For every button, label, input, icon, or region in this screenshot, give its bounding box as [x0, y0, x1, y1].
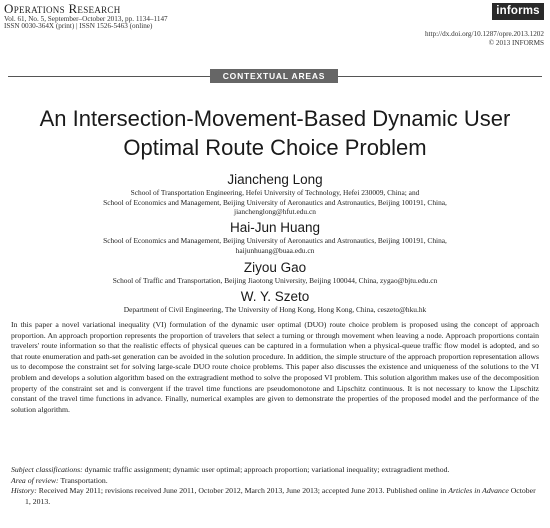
history-label: History: [11, 486, 37, 496]
area-of-review [11, 476, 539, 487]
area-of-review-label: Area of review: [11, 475, 59, 485]
author-name: Jiancheng Long [227, 172, 323, 187]
author-block-3 [0, 260, 550, 286]
journal-name: Operations Research [4, 1, 121, 16]
author-name: Ziyou Gao [243, 260, 307, 275]
section-banner-label: CONTEXTUAL AREAS [210, 69, 338, 83]
history-italic: Articles in Advance [448, 486, 509, 496]
subject-classifications [11, 465, 539, 476]
author-block-2 [0, 220, 550, 255]
author-affiliation: School of Economics and Management, Beijing University of Aeronautics and Astronautics, Beijing 100191, China, [103, 236, 447, 245]
title-line-1: An Intersection-Movement-Based Dynamic User [39, 106, 511, 131]
subject-classifications-label: Subject classifications: [11, 465, 83, 474]
doi-link[interactable]: http://dx.doi.org/10.1287/opre.2013.1202 [424, 30, 544, 38]
journal-header [4, 2, 168, 31]
author-name: Hai-Jun Huang [229, 220, 321, 235]
history-value: Received May 2011; revisions received June 2011, October 2012, March 2013, June 2013; accepted June 2013. Published online in [38, 486, 447, 496]
author-email[interactable]: haijunhuang@buaa.edu.cn [235, 245, 315, 255]
abstract: In this paper a novel variational inequality (VI) formulation of the dynamic user optimal (DUO) route choice problem is proposed using the concept of approach proportion. An approach proportion represents the proportion of travelers that select a turning or through movement when leaving a node. Approach proportions contain travelers' route information so that the realistic effects of physical queues can be captured in a formulation when a physical-queue traffic flow model is adopted, and so that route enumeration and path-set generation can be avoided in the solution procedure. In addition, the simple structure of the approach proportion representation allows us to decompose the constraint set for solving large-scale DUO route choice problems. This paper also discusses the existence and uniqueness of the solutions to the VI problem and develops a solution algorithm based on the extragradient method to solve the proposed VI problem. This solution algorithm makes use of the decomposition property of the constraint set and is convergent if the travel time functions are pseudomonotone and Lipschitz continuous. It is not necessary to know the Lipschitz constant of the travel time functions in advance. Finally, numerical examples are given to demonstrate the properties of the proposed model and the performance of the solution algorithm. [11, 320, 539, 414]
author-block-1 [0, 172, 550, 217]
author-affiliation: School of Economics and Management, Beijing University of Aeronautics and Astronautics, Beijing 100191, China, [103, 197, 447, 207]
article-metadata [11, 465, 539, 507]
informs-logo: informs [492, 3, 544, 20]
author-block-4 [0, 289, 550, 315]
subject-classifications-value: dynamic traffic assignment; dynamic user optimal; approach proportion; variational inequality; extragradient method. [84, 465, 450, 474]
author-affiliation: School of Transportation Engineering, Hefei University of Technology, Hefei 230009, China; and [130, 188, 420, 197]
history-value-end: October 1, 2013. [25, 486, 536, 506]
author-email[interactable]: jianchenglong@hfut.edu.cn [234, 207, 316, 217]
copyright: © 2013 INFORMS [488, 39, 544, 47]
paper-title [0, 104, 550, 162]
history [11, 486, 539, 507]
author-name: W. Y. Szeto [240, 289, 310, 304]
author-affiliation: Department of Civil Engineering, The University of Hong Kong, Hong Kong, China, ceszeto@hku.hk [123, 305, 427, 314]
issn-line: ISSN 0030-364X (print) | ISSN 1526-5463 (online) [4, 22, 153, 31]
author-affiliation: School of Traffic and Transportation, Beijing Jiaotong University, Beijing 100044, China, zygao@bjtu.edu.cn [112, 276, 438, 285]
area-of-review-value: Transportation. [60, 475, 108, 485]
section-banner [0, 68, 550, 88]
title-line-2: Optimal Route Choice Problem [123, 135, 427, 160]
volume-line: Vol. 61, No. 5, September–October 2013, pp. 1134–1147 [4, 14, 168, 23]
doi-block [425, 30, 544, 48]
